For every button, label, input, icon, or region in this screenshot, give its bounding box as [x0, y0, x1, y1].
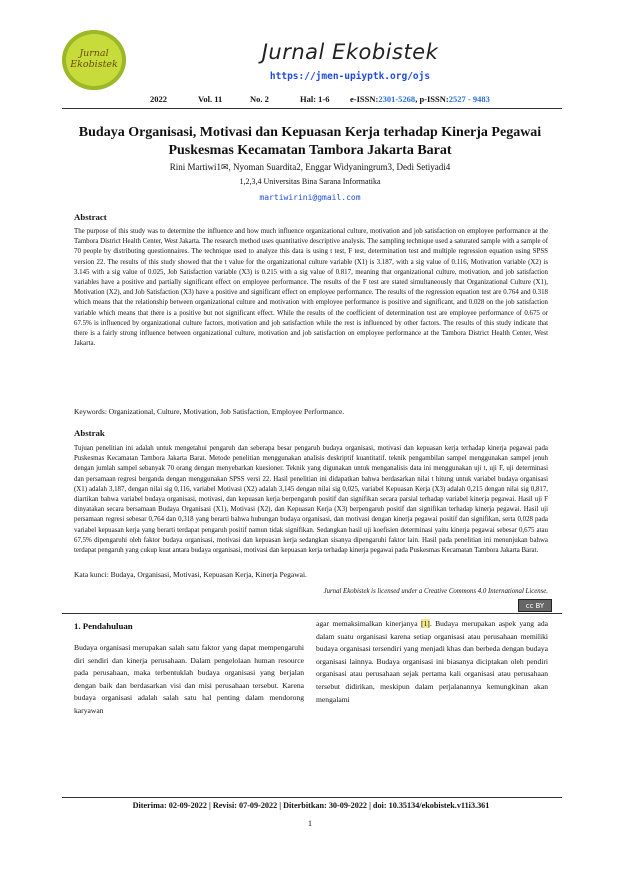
journal-meta — [150, 94, 570, 104]
citation-link[interactable]: [1] — [420, 619, 430, 628]
page-number: 1 — [307, 818, 313, 828]
article-title: Budaya Organisasi, Motivasi dan Kepuasan Kerja terhadap Kinerja Pegawai Puskesmas Kecamatan Tambora Jakarta Barat — [78, 125, 542, 158]
kata-kunci-line — [74, 570, 548, 579]
body-divider — [62, 613, 562, 614]
keywords-label: Keywords: — [74, 407, 107, 416]
creative-commons-badge[interactable] — [518, 599, 552, 612]
abstract-text: The purpose of this study was to determine the influence and how much influence organizational culture, motivation and job satisfaction on employee performance at the Tambora District Health Center, West Jakarta. The research method uses quantitative descriptive analysis. The sampling technique used a saturated sample with a sample of 70 people by distributing questionnaires. The technique used to analyze this data is using t test, F test, determination test and multiple regression equation using SPSS version 22. The results of this study showed that the t value for the organizational culture variable (X1) is 3.187, with a sig value of 0.116, Motivation variable (X2) is 3.145 with a sig value of 0.025, Job Satisfaction variable (X3) is 0.215 with a sig value of 0.817, meaning that organizational culture, motivation, and job satisfaction variables have a positive and partially significant effect on employee performance. The results of the F test are stated simultaneously that Organizational Culture (X1), Motivation (X2), and Job Satisfaction (X3) have a positive and significant effect on employee performance. The results of the regression equation test are 0.764 and 0.318 which means that the relationship between organizational culture and motivation with employee performance is positive and significant, and 0.028 on the job satisfaction variable which means that there is a positive but not significant effect. While the results of the coefficient of determination test are employee performance of 0.675 or 67.5% is influenced by organizational culture factors, motivation and job satisfaction while the rest is influenced by other factors. The results of this study indicate that there is a fairly strong influence between organizational culture, motivation and job satisfaction on employee performance at the Tambora District Health Center, West Jakarta. — [74, 228, 548, 348]
meta-pages: Hal: 1-6 — [300, 94, 330, 104]
journal-logo — [62, 30, 126, 90]
right-column-intro: agar memaksimalkan kinerjanya — [316, 619, 421, 628]
license-text: Jurnal Ekobistek is licensed under a Creative Commons 4.0 International License. — [323, 588, 548, 595]
eissn-label: e-ISSN: — [350, 94, 379, 104]
section-heading-introduction: 1. Pendahuluan — [74, 621, 133, 631]
article-authors: Rini Martiwi1✉, Nyoman Suardita2, Enggar Widyaningrum3, Dedi Setiyadi4 — [169, 162, 451, 172]
kata-kunci-label: Kata kunci: — [74, 570, 109, 579]
pissn-link[interactable]: 2527 - 9483 — [448, 94, 490, 104]
article-affiliation: 1,2,3,4 Universitas Bina Sarana Informatika — [239, 177, 381, 186]
journal-url-link[interactable]: https://jmen-upiyptk.org/ojs — [269, 71, 431, 82]
keywords-line — [74, 407, 548, 416]
kata-kunci-value: Budaya, Organisasi, Motivasi, Kepuasan Kerja, Kinerja Pegawai. — [110, 570, 307, 579]
abstract-heading: Abstract — [74, 212, 107, 222]
abstrak-text: Tujuan penelitian ini adalah untuk mengetahui pengaruh dan seberapa besar pengaruh budaya organisasi, motivasi dan kepuasan kerja terhadap kinerja pegawai pada Puskesmas Kecamatan Tambora Jakarta Barat. Metode penelitian menggunakan analisis deskriptif kuantitatif. teknik pengambilan sampel menggunakan sampel jenuh dengan jumlah sampel sebanyak 70 orang dengan menyebarkan kuesioner. Teknik yang digunakan untuk menganalisis data ini menggunakan uji t, uji F, uji determinasi dan persamaan regresi berganda dengan menggunakan SPSS versi 22. Hasil penelitian ini didapatkan bahwa berdasarkan nilai t hitung untuk variabel budaya organisasi (X1) adalah 3,187, dengan nilai sig 0,116, variabel Motivasi (X2) adalah 3,145 dengan nilai sig 0,025, variabel Kepuasan Kerja (X3) adalah 0,215 dengan nilai sig 0,817, diartikan bahwa variabel budaya organisasi, motivasi, dan kepuasan kerja berpengaruh positif dan signifikan secara parsial terhadap variabel kinerja pegawai. Hasil uji F dinyatakan secara bersamaan Budaya Organisasi (X1), Motivasi (X2), dan Kepuasan Kerja (X3) berpengaruh positif dan signifikan terhadap kinerja pegawai. Hasil uji persamaan regresi sebesar 0,764 dan 0,318 yang berarti bahwa hubungan budaya organisasi, dan motivasi dengan kinerja pegawai positif dan signifikan, serta 0,028 pada variabel kepuasan kerja yang berarti terdapat pengaruh positif namun tidak signifikan. Sedangkan hasil uji koefisien determinasi yaitu kinerja pegawai sebesar 0,675 atau 67,5% dipengaruhi oleh faktor budaya organisasi, motivasi dan kepuasan kerja sedangkan sisanya dipengaruhi faktor lain. Hasil pada penelitian ini menunjukan bahwa terdapat pengaruh yang cukup kuat antara budaya organisasi, motivasi dan kepuasan kerja terhadap kinerja pegawai pada Puskesmas Kecamatan Tambora Jakarta Barat. — [74, 445, 548, 555]
meta-year: 2022 — [150, 94, 167, 104]
right-column-text — [316, 618, 548, 706]
footer-divider — [62, 797, 562, 798]
meta-number: No. 2 — [250, 94, 269, 104]
logo-text-line1: Jurnal — [79, 48, 109, 60]
pissn-label: , p-ISSN: — [415, 94, 449, 104]
abstrak-heading: Abstrak — [74, 428, 105, 438]
cc-by-label: BY — [535, 601, 545, 610]
journal-title: Jurnal Ekobistek — [261, 40, 439, 64]
meta-volume: Vol. 11 — [198, 94, 223, 104]
left-column-text: Budaya organisasi merupakan salah satu faktor yang dapat mempengaruhi diri sendiri dan kinerja perusahaan. Dalam pengelolaan human resource pada perusahaan, maka terbentuklah budaya organisasi yang berjalan dengan baik dan berdasarkan visi dan misi perusahaan tersebut. Karena budaya organisasi adalah salah satu hal penting dalam mendorong karyawan — [74, 643, 304, 715]
cc-icon: cc — [525, 601, 534, 610]
eissn-link[interactable]: 2301-5268 — [378, 94, 416, 104]
meta-issn — [350, 94, 490, 104]
author-email-link[interactable]: martiwirini@gmail.com — [259, 193, 361, 202]
header-divider — [62, 108, 562, 109]
right-column-continued: . Budaya merupakan aspek yang ada dalam suatu organisasi karena setiap organisasi atau perusahaan memiliki budaya organisasi tersendiri yang menjadi khas dan berbeda dengan budaya organisasi lainnya. Budaya organisasi ini biasanya diciptakan oleh pendiri organisasi atau perusahaan sejak pertama kali organisasi atau perusahaan tersebut didirikan, meskipun dalam perjalanannya kemungkinan akan mengalami — [316, 619, 548, 704]
logo-text-line2: Ekobistek — [70, 59, 118, 70]
publication-dates-footer: Diterima: 02-09-2022 | Revisi: 07-09-2022 | Diterbitkan: 30-09-2022 | doi: 10.35134/ekobistek.v11i3.361 — [132, 801, 490, 810]
keywords-value: Organizational, Culture, Motivation, Job Satisfaction, Employee Performance. — [108, 407, 345, 416]
